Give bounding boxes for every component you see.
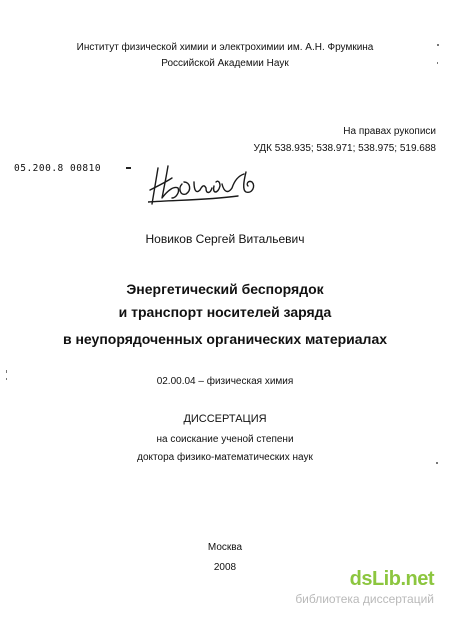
scan-speck bbox=[6, 370, 7, 373]
degree-purpose-line1: на соискание ученой степени bbox=[156, 434, 294, 445]
registration-number: 05.200.8 00810 bbox=[14, 163, 102, 174]
watermark-site: dsLib.net bbox=[349, 568, 434, 590]
scan-speck bbox=[436, 462, 438, 464]
scan-speck bbox=[6, 378, 7, 380]
rights-label: На правах рукописи bbox=[343, 126, 436, 137]
scan-speck bbox=[437, 62, 438, 64]
author-name: Новиков Сергей Витальевич bbox=[145, 232, 305, 246]
registration-dash bbox=[126, 167, 131, 169]
specialty-code: 02.00.04 – физическая химия bbox=[156, 376, 294, 387]
institute-name-line1: Институт физической химии и электрохимии им. А.Н. Фрумкина bbox=[76, 42, 374, 53]
title-line2: и транспорт носителей заряда bbox=[118, 304, 332, 320]
udk-code: УДК 538.935; 538.971; 538.975; 519.688 bbox=[253, 143, 436, 154]
year: 2008 bbox=[213, 562, 237, 573]
city: Москва bbox=[207, 542, 243, 553]
title-line3: в неупорядоченных органических материалах bbox=[62, 331, 388, 347]
institute-name-line2: Российской Академии Наук bbox=[161, 58, 289, 69]
dissertation-type: ДИССЕРТАЦИЯ bbox=[183, 413, 267, 425]
handwritten-signature bbox=[148, 160, 278, 208]
title-line1: Энергетический беспорядок bbox=[126, 281, 324, 297]
scan-speck bbox=[437, 44, 439, 46]
watermark-caption: библиотека диссертаций bbox=[295, 592, 434, 606]
degree-purpose-line2: доктора физико-математических наук bbox=[137, 452, 313, 463]
